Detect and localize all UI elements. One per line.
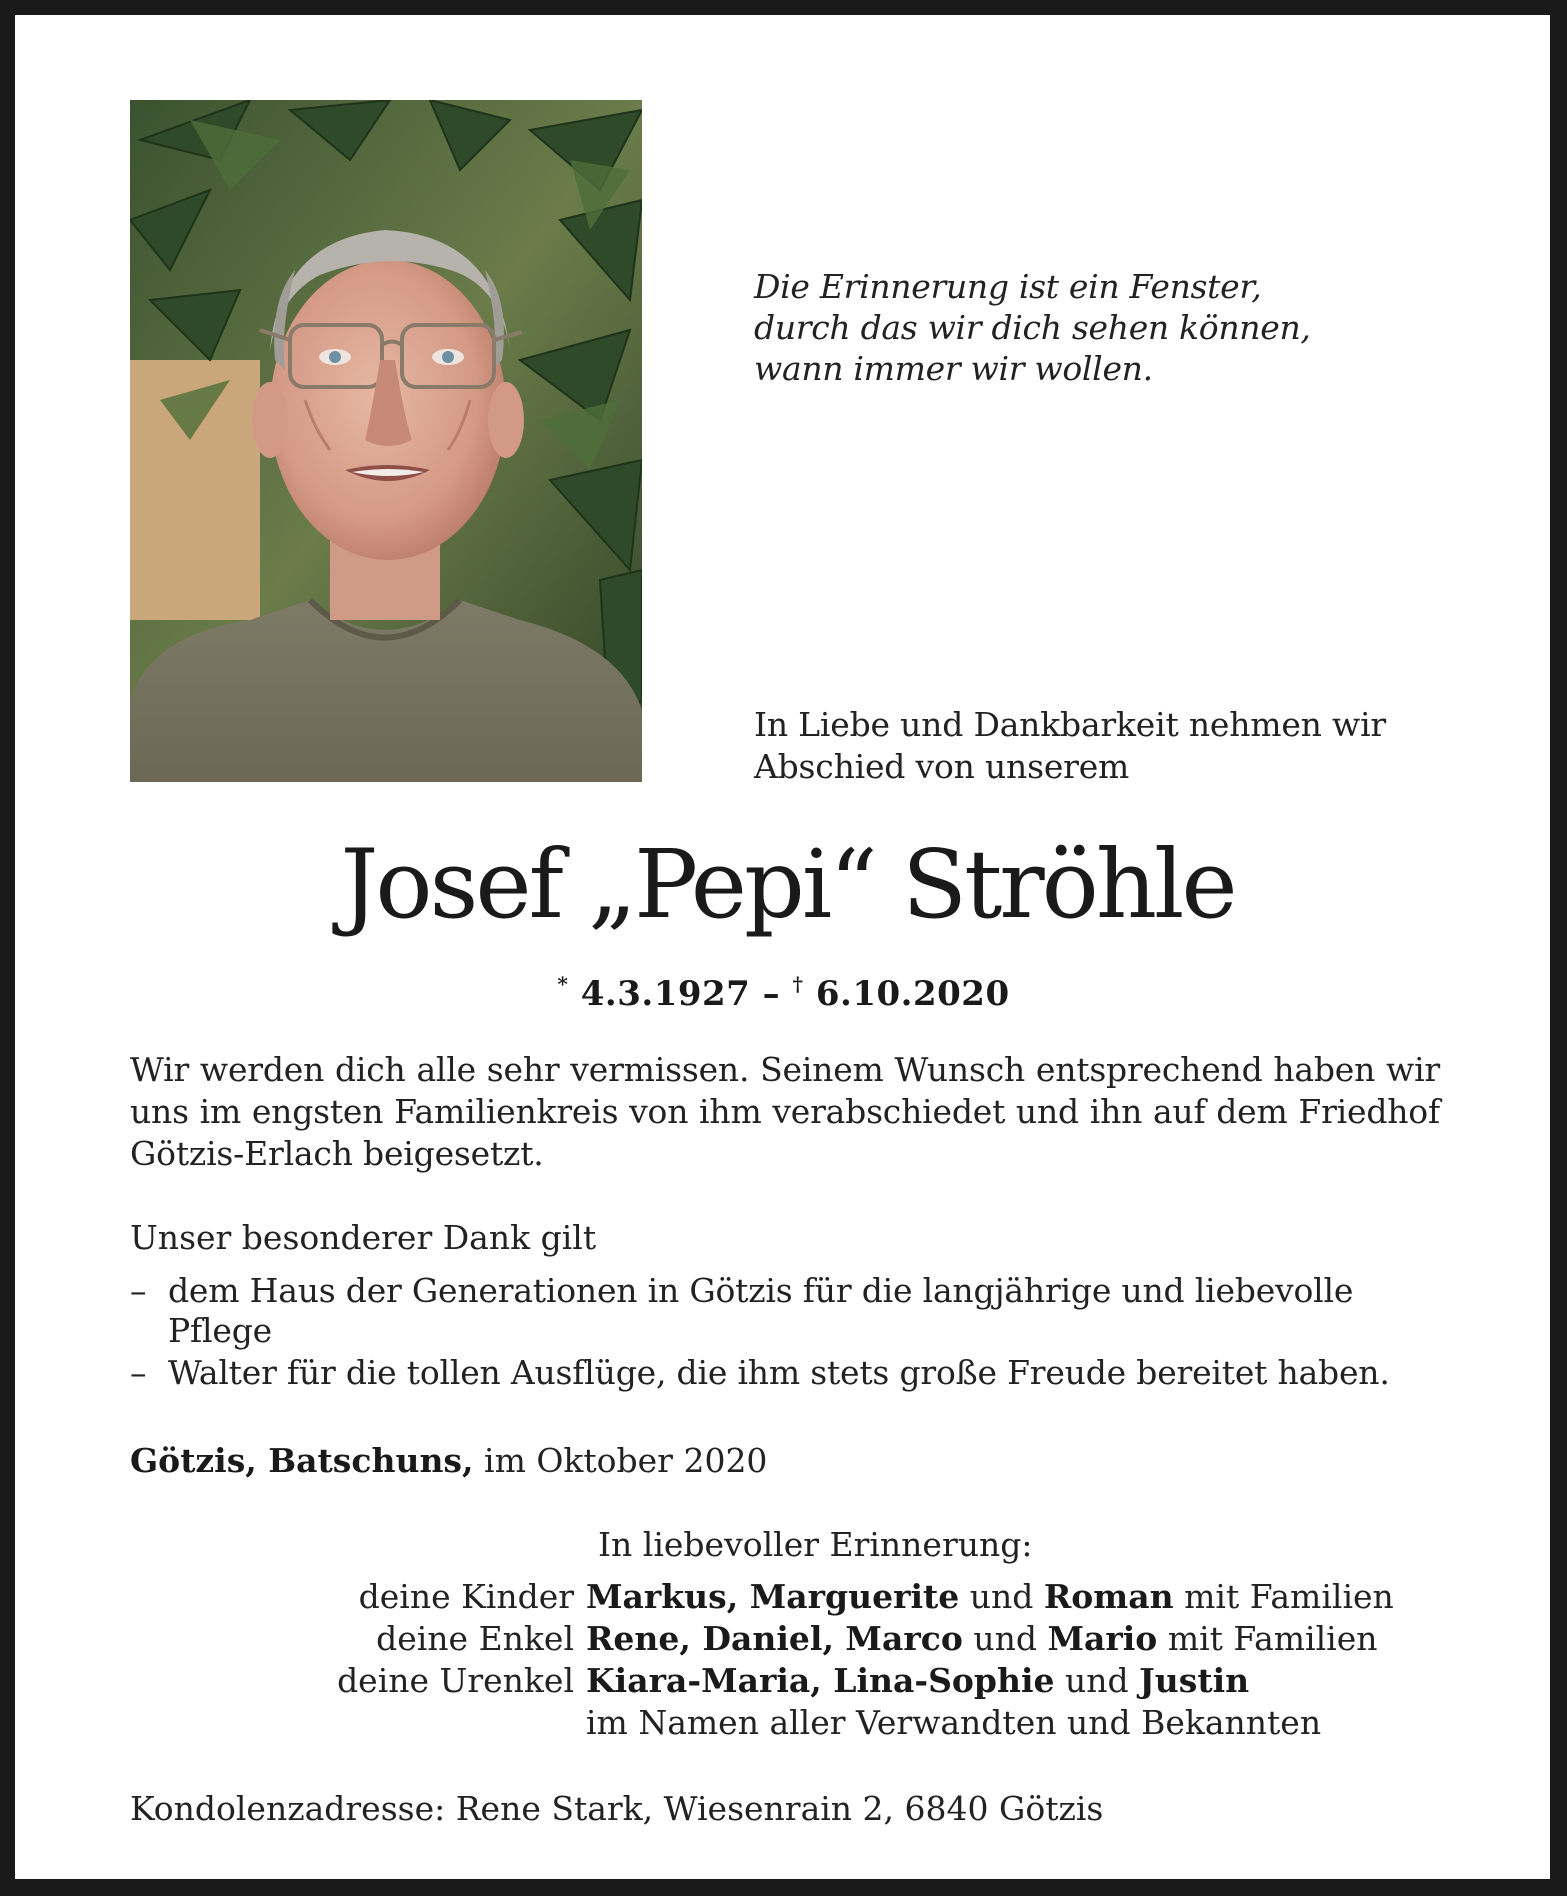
family-label-empty xyxy=(130,1702,586,1744)
birth-date: 4.3.1927 xyxy=(580,974,751,1014)
family-row xyxy=(130,1702,1460,1744)
family-row xyxy=(130,1618,1460,1660)
farewell-message: Wir werden dich alle sehr vermissen. Seinem Wunsch entsprechend haben wir uns im engsten Familienkreis von ihm verabschiedet und ihn auf dem Friedhof Götzis-Erlach beigesetzt. xyxy=(130,1050,1440,1173)
family-closing: im Namen aller Verwandten und Bekannten xyxy=(586,1703,1322,1742)
intro-line: Abschied von unserem xyxy=(754,747,1130,786)
list-item xyxy=(130,1271,1460,1351)
portrait-photo xyxy=(130,100,642,782)
family-row xyxy=(130,1576,1460,1618)
life-dates xyxy=(0,962,1567,1016)
birth-symbol: * xyxy=(557,972,569,996)
family-names xyxy=(586,1618,1378,1660)
place-and-date xyxy=(130,1440,767,1482)
thanks-list xyxy=(130,1271,1460,1395)
thanks-heading: Unser besonderer Dank gilt xyxy=(130,1218,597,1257)
list-bullet: – xyxy=(130,1353,147,1392)
family-names-bold: Kiara-Maria, Lina-Sophie xyxy=(586,1661,1055,1700)
death-symbol: † xyxy=(792,972,804,996)
family-label: deine Kinder xyxy=(358,1577,574,1616)
intro-line: In Liebe und Dankbarkeit nehmen wir xyxy=(754,705,1387,744)
quote-line: durch das wir dich sehen können, xyxy=(754,308,1311,347)
family-connector: und xyxy=(1065,1661,1129,1700)
list-bullet: – xyxy=(130,1271,147,1310)
family-names-bold: Markus, Marguerite xyxy=(586,1577,960,1616)
place-location: Götzis, Batschuns, xyxy=(130,1441,474,1480)
place-date: im Oktober 2020 xyxy=(484,1441,768,1480)
memorial-quote xyxy=(754,266,1454,389)
memory-heading: In liebevoller Erinnerung: xyxy=(598,1525,1033,1564)
thanks-item-text: Walter für die tollen Ausflüge, die ihm stets große Freude bereitet haben. xyxy=(168,1353,1390,1392)
family-label: deine Urenkel xyxy=(337,1661,574,1700)
death-date: 6.10.2020 xyxy=(815,974,1010,1014)
family-last-name: Justin xyxy=(1139,1661,1250,1700)
quote-line: Die Erinnerung ist ein Fenster, xyxy=(754,267,1262,306)
date-separator: – xyxy=(762,974,781,1014)
family-last-name: Mario xyxy=(1047,1619,1158,1658)
family-label: deine Enkel xyxy=(376,1619,574,1658)
family-suffix: mit Familien xyxy=(1184,1577,1394,1616)
family-last-name: Roman xyxy=(1043,1577,1174,1616)
family-names xyxy=(586,1660,1249,1702)
farewell-intro xyxy=(754,704,1474,788)
family-suffix: mit Familien xyxy=(1167,1619,1378,1658)
condolence-address: Kondolenzadresse: Rene Stark, Wiesenrain 2, 6840 Götzis xyxy=(130,1789,1104,1828)
family-names xyxy=(586,1576,1394,1618)
family-names-bold: Rene, Daniel, Marco xyxy=(586,1619,963,1658)
list-item xyxy=(130,1353,1460,1393)
thanks-item-text: dem Haus der Generationen in Götzis für die langjährige und liebevolle Pflege xyxy=(168,1271,1354,1350)
deceased-name: Josef „Pepi“ Ströhle xyxy=(340,830,1235,940)
quote-line: wann immer wir wollen. xyxy=(754,349,1153,388)
family-list xyxy=(130,1576,1460,1744)
family-connector: und xyxy=(969,1577,1034,1616)
family-row xyxy=(130,1660,1460,1702)
family-connector: und xyxy=(973,1619,1037,1658)
